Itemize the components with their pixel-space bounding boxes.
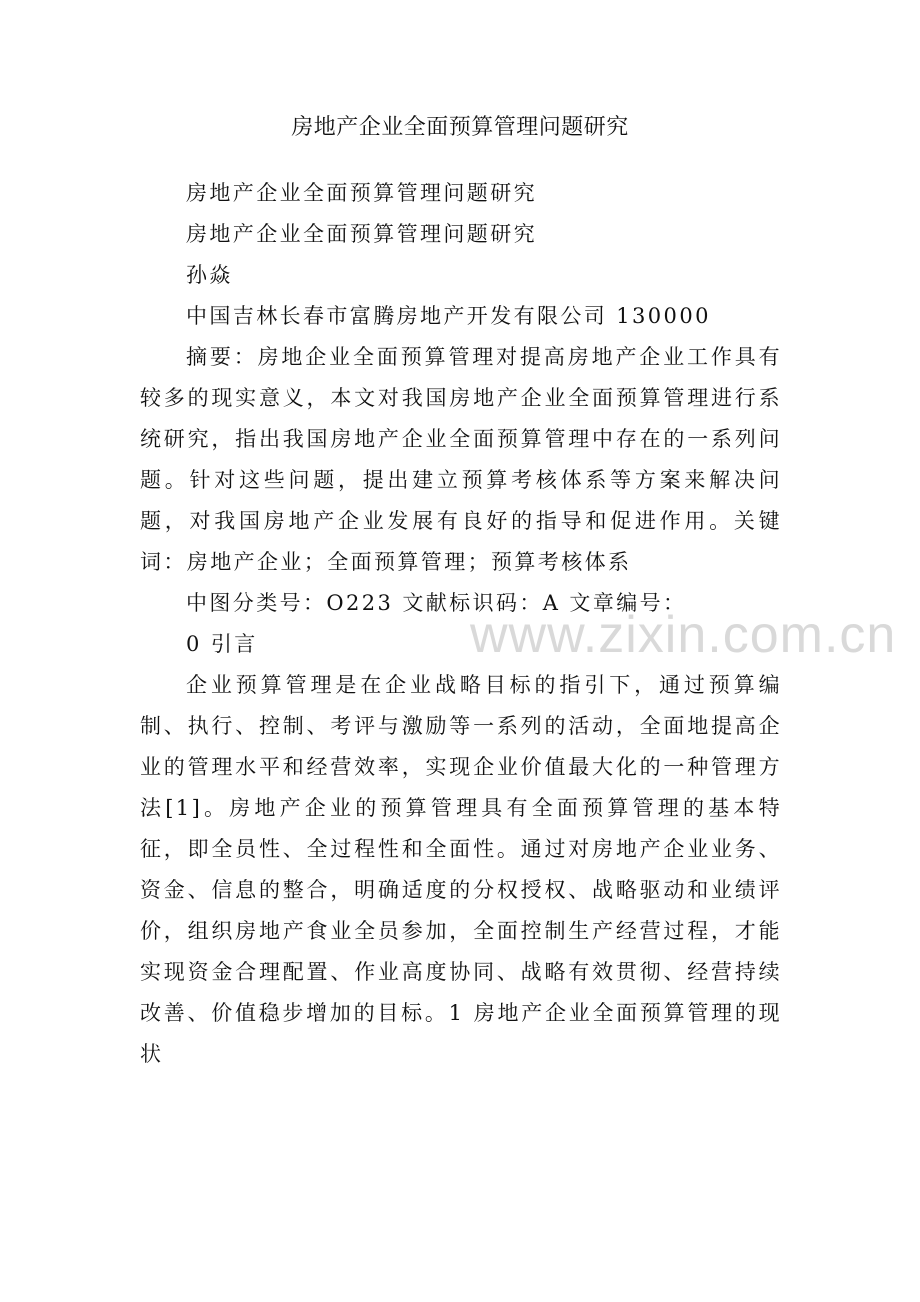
classification-line: 中图分类号：O223 文献标识码：A 文章编号： (186, 591, 687, 615)
introduction-paragraph: 企业预算管理是在企业战略目标的指引下，通过预算编制、执行、控制、考评与激励等一系列的活动，全面地提高企业的管理水平和经营效率，实现企业价值最大化的一种管理方法[1]。房地产企业的预算管理具有全面预算管理的基本特征，即全员性、全过程性和全面性。通过对房地产企业业务、资金、信息的整合，明确适度的分权授权、战略驱动和业绩评价，组织房地产食业全员参加，全面控制生产经营过程，才能实现资金合理配置、作业高度协同、战略有效贯彻、经营持续改善、价值稳步增加的目标。1 房地产企业全面预算管理的现状 (140, 673, 782, 1066)
section-heading-introduction: 0 引言 (186, 632, 258, 656)
author-affiliation: 中国吉林长春市富腾房地产开发有限公司 130000 (186, 304, 711, 328)
paragraph-subtitle-2: 房地产企业全面预算管理问题研究 (186, 222, 537, 246)
author-name: 孙焱 (186, 263, 233, 287)
paragraph-subtitle-1: 房地产企业全面预算管理问题研究 (186, 181, 537, 205)
abstract-paragraph: 摘要：房地企业全面预算管理对提高房地产企业工作具有较多的现实意义，本文对我国房地产企业全面预算管理进行系统研究，指出我国房地产企业全面预算管理中存在的一系列问题。针对这些问题，提出建立预算考核体系等方案来解决问题，对我国房地产企业发展有良好的指导和促进作用。关键词：房地产企业；全面预算管理；预算考核体系 (140, 345, 782, 574)
document-title: 房地产企业全面预算管理问题研究 (291, 115, 629, 140)
document-body (140, 173, 782, 1075)
watermark-text: www.zixin.com.cn (470, 606, 897, 664)
